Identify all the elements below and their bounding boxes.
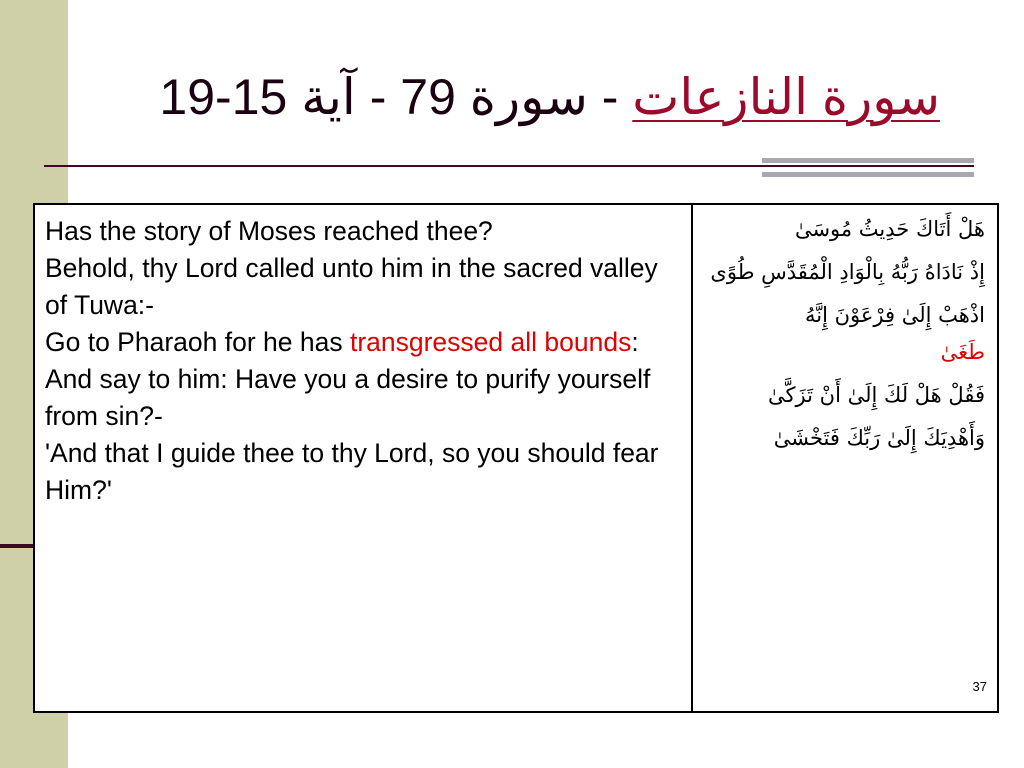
english-column	[35, 205, 693, 711]
slide-title	[60, 62, 940, 132]
decorative-stripe-top	[762, 158, 974, 163]
decorative-stripe-bottom	[762, 172, 974, 177]
arabic-verse-3	[705, 297, 985, 371]
english-verse-2: Behold, thy Lord called unto him in the sacred valley of Tuwa:-	[45, 253, 658, 320]
arabic-verse-1: هَلْ أَتَاكَ حَدِيثُ مُوسَىٰ	[794, 217, 985, 241]
title-divider	[44, 165, 974, 167]
english-verse-3-end: :	[631, 327, 639, 357]
english-verse-3-highlight: transgressed all bounds	[349, 327, 632, 357]
english-verse-4: And say to him: Have you a desire to purify yourself from sin?-	[45, 364, 651, 431]
english-verse-3	[45, 324, 681, 361]
title-rest: - سورة 79 - آية 15-19	[159, 69, 633, 125]
surah-name-link[interactable]: سورة النازعات	[632, 69, 940, 125]
english-verse-1: Has the story of Moses reached thee?	[45, 216, 493, 246]
arabic-verse-5: وَأَهْدِيَكَ إِلَىٰ رَبِّكَ فَتَخْشَىٰ	[773, 426, 985, 450]
english-verse-5: 'And that I guide thee to thy Lord, so you should fear Him?'	[45, 438, 659, 505]
english-verse-3-start: Go to Pharaoh for he has	[45, 327, 350, 357]
translation-table	[33, 203, 999, 713]
arabic-verse-2: إِذْ نَادَاهُ رَبُّهُ بِالْوَادِ الْمُقَدَّسِ طُوًى	[710, 260, 985, 284]
arabic-verse-3-highlight: طَغَىٰ	[940, 340, 985, 364]
arabic-verse-3-text: اذْهَبْ إِلَىٰ فِرْعَوْنَ إِنَّهُ	[804, 303, 985, 327]
arabic-verse-4: فَقُلْ هَلْ لَكَ إِلَىٰ أَنْ تَزَكَّىٰ	[768, 383, 985, 407]
arabic-column	[693, 205, 997, 711]
page-number: 37	[972, 679, 987, 694]
